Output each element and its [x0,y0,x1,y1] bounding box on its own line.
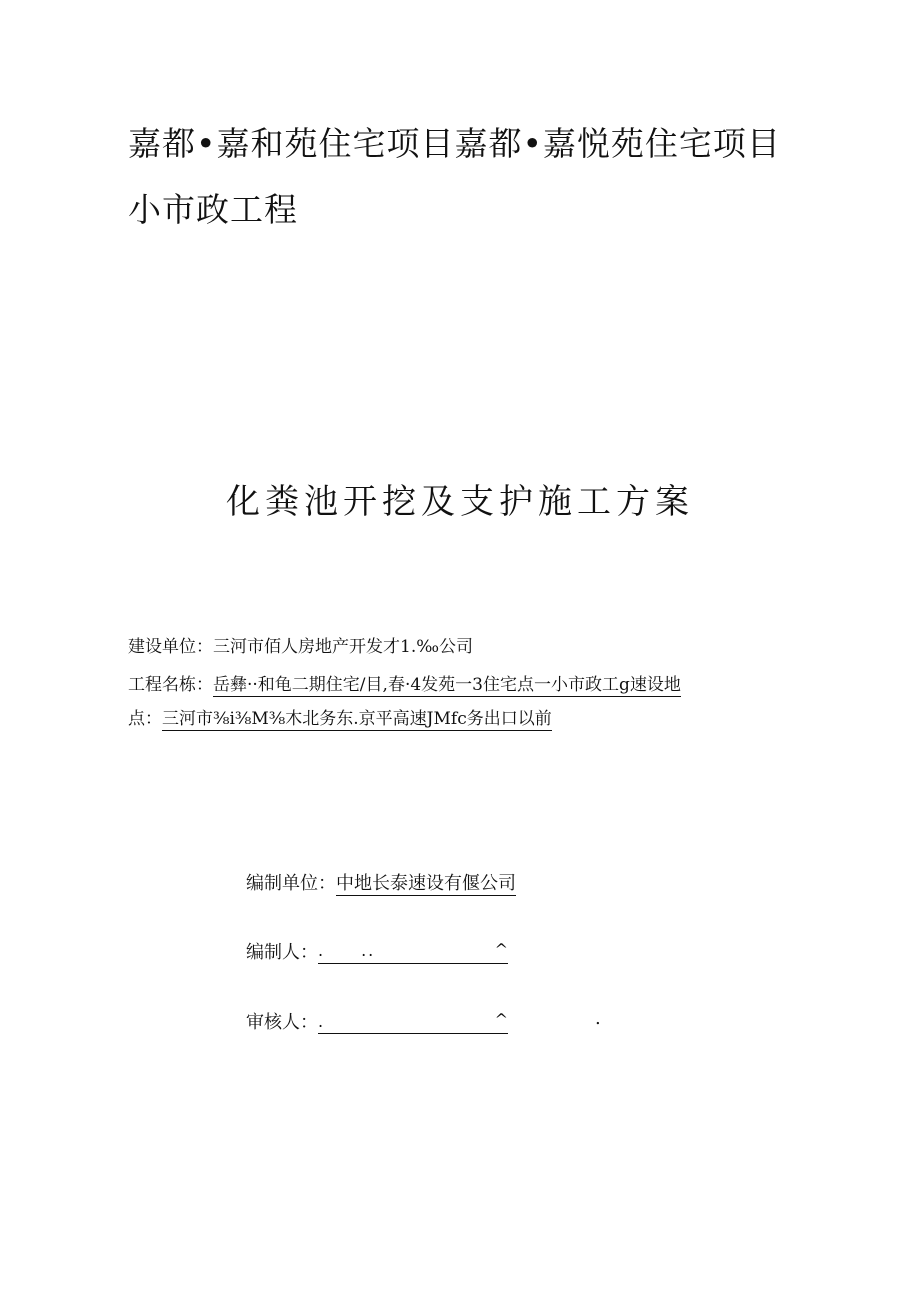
builder-label: 建设单位： [128,637,213,657]
author-label: 编制人： [246,942,318,963]
reviewer-mark: ^ [494,1010,508,1029]
project-label: 工程名栋： [128,675,213,695]
header-line-1: 嘉都•嘉和苑住宅项目嘉都•嘉悦苑住宅项目 [128,124,781,163]
reviewer-row [246,1008,508,1034]
compile-unit-value: 中地长泰速设有偃公司 [336,873,516,894]
builder-value: 三河市佰人房地产开发才1.‰公司 [213,637,474,657]
reviewer-blank [318,1010,508,1034]
author-fill: . .. [318,941,376,960]
compile-unit-row [246,869,516,895]
location-row [128,704,552,729]
project-value: 岳彝··和龟二期住宅/目,春·4发苑一3住宅点一小市政工g速设地 [213,675,681,695]
reviewer-label: 审核人： [246,1012,318,1033]
location-label: 点： [128,709,162,729]
header-line-2: 小市政工程 [128,190,298,229]
builder-row [128,632,473,657]
reviewer-fill: . [318,1012,326,1031]
plan-title: 化粪池开挖及支护施工方案 [226,482,694,522]
author-row [246,938,508,964]
project-row [128,670,681,695]
location-value: 三河市⅜i⅜M⅜木北务东.京平高速JMfc务出口以前 [162,709,552,729]
reviewer-trailing-dot: . [595,1008,601,1029]
author-mark: ^ [494,940,508,959]
author-blank [318,940,508,964]
compile-unit-label: 编制单位： [246,873,336,894]
